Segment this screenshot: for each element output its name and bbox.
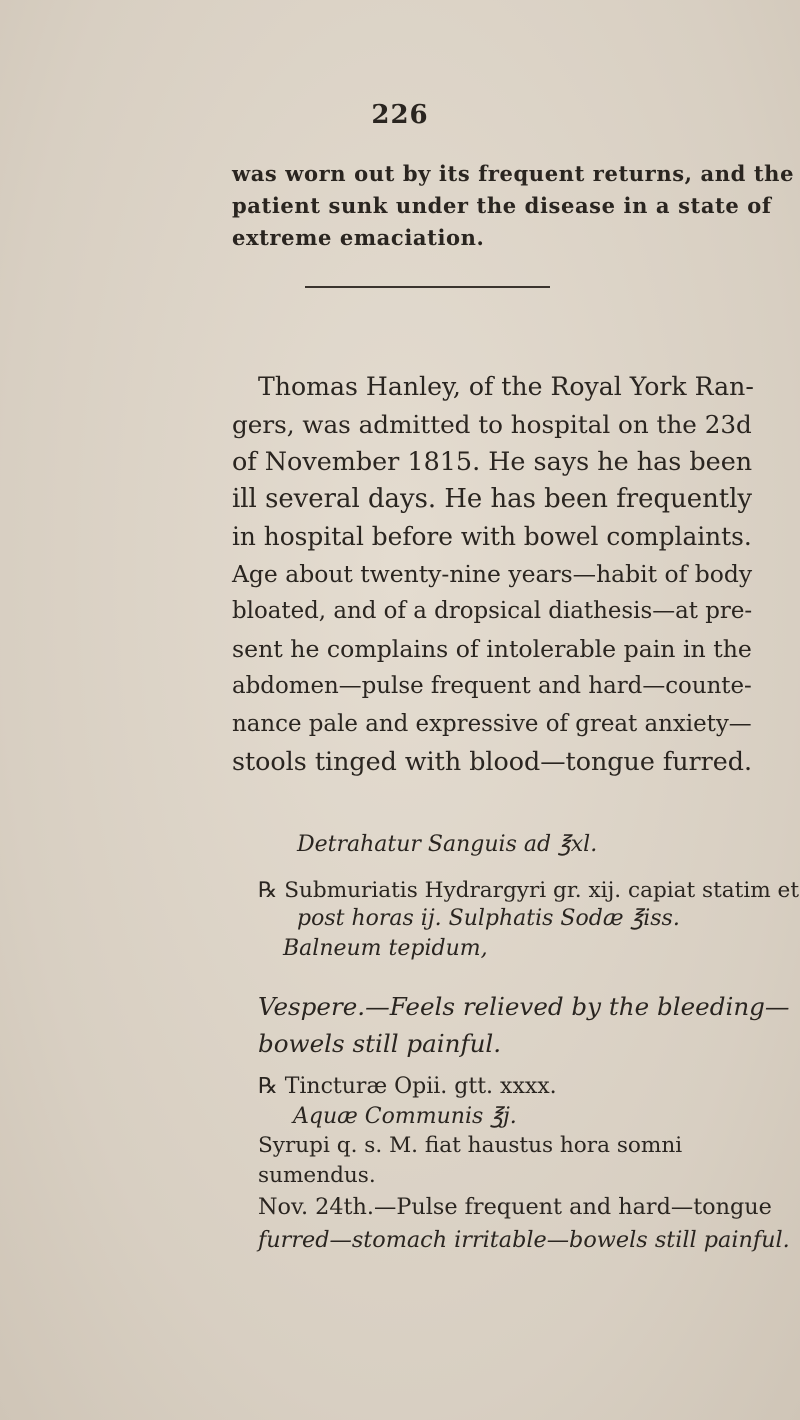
text-line: sent he complains of intolerable pain in the — [232, 634, 752, 663]
prescription-line: Syrupi q. s. M. fiat haustus hora somni sumendus. — [258, 1133, 683, 1188]
text-line: in hospital before with bowel complaints. — [232, 522, 752, 551]
text-line: bloated, and of a dropsical diathesis—at pre- — [232, 598, 753, 624]
prescription-line: Aquæ Communis ℥j. — [293, 1104, 517, 1129]
section-divider — [305, 286, 550, 288]
text-line: extreme emaciation. — [232, 225, 485, 250]
november-24-note — [258, 1191, 790, 1257]
text-line: Thomas Hanley, of the Royal York Ran- — [258, 372, 754, 401]
prescription-line: post horas ij. Sulphatis Sodæ ℥iss. — [297, 906, 680, 931]
text-line: nance pale and expressive of great anxiety— — [232, 710, 752, 737]
text-line: bowels still painful. — [258, 1029, 502, 1058]
text-line: Nov. 24th.—Pulse frequent and hard—tongue — [258, 1194, 772, 1220]
text-line: of November 1815. He says he has been — [232, 446, 753, 476]
text-line: was worn out by its frequent returns, and the — [232, 161, 795, 186]
prescription-line: Balneum tepidum, — [283, 936, 488, 961]
text-line: Vespere.—Feels relieved by the bleeding— — [258, 992, 790, 1021]
page-number: 226 — [371, 100, 429, 130]
text-line: patient sunk under the disease in a state of — [232, 193, 772, 218]
evening-note — [258, 988, 790, 1062]
text-line: ill several days. He has been frequently — [232, 483, 753, 514]
text-line: Age about twenty-nine years—habit of body — [232, 559, 753, 588]
prescription-line: ℞ Submuriatis Hydrargyri gr. xij. capiat statim et — [258, 878, 799, 903]
text-line: stools tinged with blood—tongue furred. — [232, 746, 753, 776]
text-line: furred—stomach irritable—bowels still painful. — [258, 1227, 790, 1253]
opening-paragraph — [232, 158, 794, 254]
prescription-bleeding: Detrahatur Sanguis ad ℥xl. — [297, 832, 598, 857]
text-line: gers, was admitted to hospital on the 23d — [232, 409, 752, 439]
case-paragraph — [232, 368, 752, 781]
text-line: abdomen—pulse frequent and hard—counte- — [232, 673, 752, 699]
prescription-line: ℞ Tincturæ Opii. gtt. xxxx. — [258, 1074, 557, 1099]
